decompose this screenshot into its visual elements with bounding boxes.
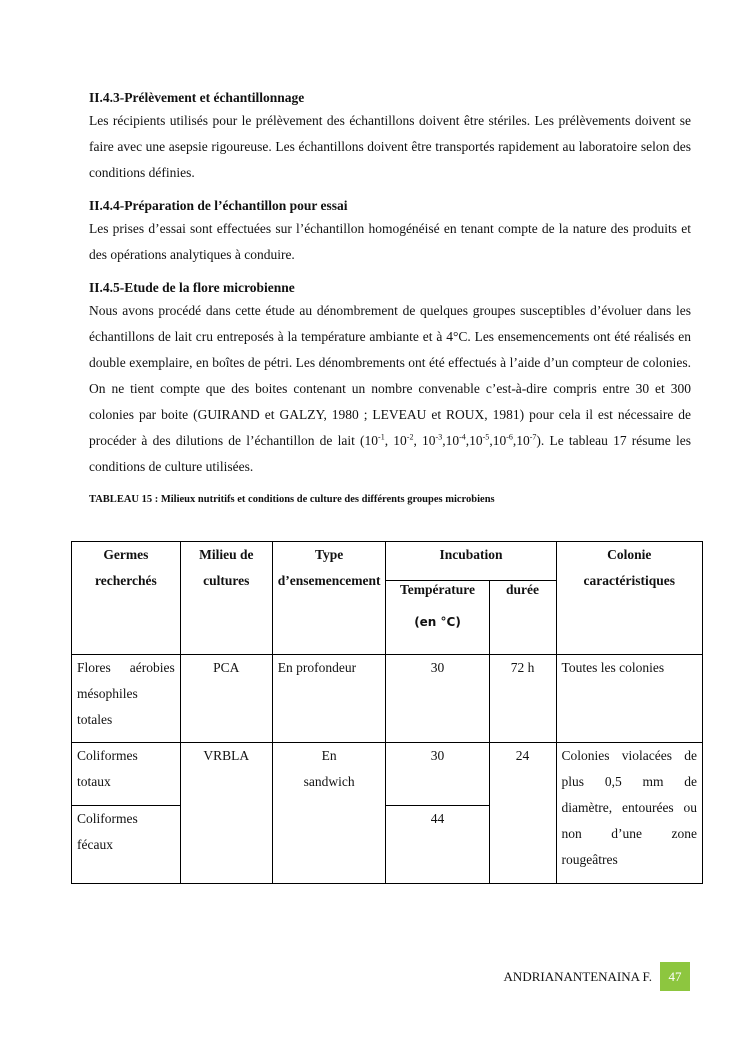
- header-incubation: Incubation: [386, 542, 556, 581]
- cell-colonie: Colonies violacées de plus 0,5 mm de diamètre, entourées ou non d’une zone rougeâtres: [556, 743, 702, 884]
- dilution-exponent: -5: [482, 432, 490, 442]
- cell-duree: 72 h: [489, 655, 556, 743]
- section-title: II.4.5-Etude de la flore microbienne: [89, 280, 295, 295]
- dilution-exponent: -3: [435, 432, 443, 442]
- section-body: [89, 298, 691, 480]
- dilution-exponent: -6: [506, 432, 513, 442]
- dilution-base: 10: [445, 433, 460, 448]
- dilution-base: 10: [492, 433, 507, 448]
- dilution-base: 10: [516, 433, 530, 448]
- table-row: [72, 743, 703, 806]
- table-caption: TABLEAU 15 : Milieux nutritifs et conditions de culture des différents groupes microbiens: [89, 494, 495, 505]
- cell-milieu: PCA: [180, 655, 272, 743]
- cell-germes: Flores aérobies mésophiles totales: [72, 655, 181, 743]
- section-title: II.4.3-Prélèvement et échantillonnage: [89, 90, 305, 105]
- footer-author: ANDRIANANTENAINA F.: [503, 968, 652, 984]
- table-header-row: [72, 542, 703, 581]
- cell-temperature: 44: [386, 806, 489, 884]
- dilution-base: 10: [422, 433, 436, 448]
- header-type: Type d’ensemencement: [272, 542, 386, 655]
- dilution-base: 10: [364, 433, 379, 448]
- culture-conditions-table: [71, 541, 703, 884]
- cell-milieu: VRBLA: [180, 743, 272, 884]
- dilution-base: 10: [469, 433, 483, 448]
- cell-temperature: 30: [386, 655, 489, 743]
- header-milieu: Milieu de cultures: [180, 542, 272, 655]
- cell-duree: 24: [489, 743, 556, 884]
- section-body: Les récipients utilisés pour le prélèvement des échantillons doivent être stériles. Les prélèvements doivent se faire avec une asepsie rigoureuse. Les échantillons doivent être transportés rapidement au laboratoire selon des conditions définies.: [89, 113, 691, 180]
- cell-type: En profondeur: [272, 655, 386, 743]
- dilution-exponent: -1: [378, 432, 385, 442]
- section-flore: [89, 278, 691, 480]
- page-footer: [504, 962, 690, 991]
- cell-colonie: Toutes les colonies: [556, 655, 702, 743]
- header-colonie: Colonie caractéristiques: [556, 542, 702, 655]
- temperature-label: Température: [400, 582, 475, 597]
- table-row: [72, 655, 703, 743]
- header-duree: durée: [489, 581, 556, 655]
- body-end: ). Le tableau 17 résume les conditions de culture utilisées.: [89, 433, 691, 474]
- dilution-exponent: -7: [529, 432, 537, 442]
- temperature-unit: (en °C): [414, 615, 461, 629]
- header-germes: Germes recherchés: [72, 542, 181, 655]
- dilution-exponent: -4: [459, 432, 466, 442]
- section-prelevement: [89, 88, 691, 186]
- cell-type: En sandwich: [272, 743, 386, 884]
- dilution-series: $10^{-1}$, $10^{-2}$, $10^{-3},10^{-4},10^{-5},10^{-6},10^{-7}$: [364, 432, 537, 448]
- cell-germes: Coliformes fécaux: [72, 806, 181, 884]
- cell-temperature: 30: [386, 743, 489, 806]
- cell-germes: Coliformes totaux: [72, 743, 181, 806]
- section-title: II.4.4-Préparation de l’échantillon pour essai: [89, 198, 348, 213]
- body-main: Nous avons procédé dans cette étude au dénombrement de quelques groupes susceptibles d’évoluer dans les échantillons de lait cru entreposés à la température ambiante et à 4°C. Les ensemencements ont été réalisés en double exemplaire, en boîtes de pétri. Les dénombrements ont été effectués à l’aide d’un compteur de colonies. On ne tient compte que des boites contenant un nombre convenable c’est-à-dire compris entre 30 et 300 colonies par boite (GUIRAND et GALZY, 1980 ; LEVEAU et ROUX, 1981) pour cela il est nécessaire de procéder à des dilutions de l’échantillon de lait (: [89, 303, 691, 448]
- section-body: Les prises d’essai sont effectuées sur l’échantillon homogénéisé en tenant compte de la nature des produits et des opérations analytiques à conduire.: [89, 221, 691, 262]
- page-number-badge: 47: [660, 962, 690, 991]
- page-content: [89, 88, 691, 505]
- dilution-base: 10: [393, 433, 407, 448]
- header-temperature: [386, 581, 489, 655]
- dilution-exponent: -2: [406, 432, 414, 442]
- section-preparation: [89, 196, 691, 268]
